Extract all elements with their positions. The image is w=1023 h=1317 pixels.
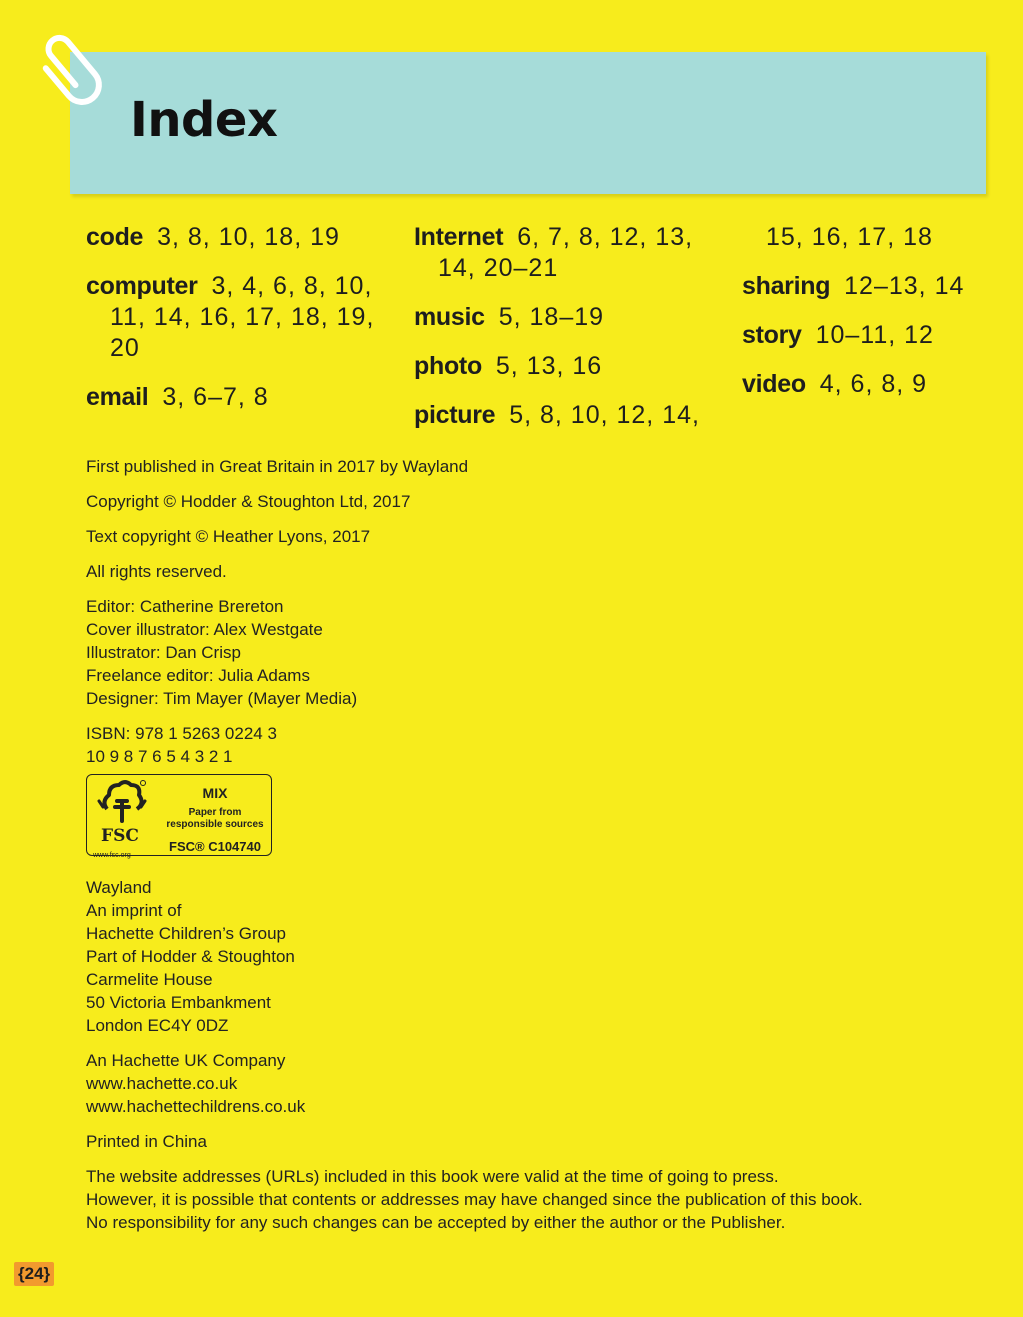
index-pages: 5, 18–19 (498, 303, 605, 331)
address-line: Hachette Children’s Group (86, 924, 287, 943)
company-url: www.hachettechildrens.co.uk (86, 1097, 306, 1116)
disclaimer-line: No responsibility for any such changes can be accepted by either the author or the Publisher. (86, 1213, 786, 1232)
company-info (86, 1049, 966, 1118)
index-entry (742, 320, 1012, 351)
disclaimer (86, 1165, 966, 1234)
address-line: 50 Victoria Embankment (86, 993, 271, 1012)
print-line: 10 9 8 7 6 5 4 3 2 1 (86, 747, 233, 766)
published-line: First published in Great Britain in 2017 by Wayland (86, 457, 469, 476)
fsc-subtitle (161, 807, 269, 831)
paperclip-icon (28, 20, 118, 110)
publisher-address (86, 876, 966, 1037)
index-continuation: 15, 16, 17, 18 (766, 223, 933, 251)
index-pages: 10–11, 12 (815, 321, 934, 349)
index-pages: 5, 8, 10, 12, 14, (509, 401, 700, 429)
copyright-line: Copyright © Hodder & Stoughton Ltd, 2017 (86, 492, 411, 511)
index-pages: 4, 6, 8, 9 (819, 370, 928, 398)
fsc-logo (86, 774, 272, 859)
header-banner (70, 52, 986, 194)
fsc-mark: FSC (101, 826, 139, 846)
address-line: London EC4Y 0DZ (86, 1016, 229, 1035)
isbn-line: ISBN: 978 1 5263 0224 3 (86, 724, 277, 743)
index-term: story (742, 321, 802, 349)
credit-line: Freelance editor: Julia Adams (86, 666, 310, 685)
company-line: An Hachette UK Company (86, 1051, 286, 1070)
index-entry (414, 400, 714, 431)
isbn-block (86, 722, 966, 768)
fsc-code: FSC® C104740 (169, 839, 261, 854)
address-line: Part of Hodder & Stoughton (86, 947, 295, 966)
index-term: photo (414, 352, 482, 380)
index-pages: 3, 6–7, 8 (162, 383, 269, 411)
credit-line: Cover illustrator: Alex Westgate (86, 620, 323, 639)
credit-line: Editor: Catherine Brereton (86, 597, 284, 616)
index-pages: 3, 4, 6, 8, 10, 11, 14, 16, 17, 18, 19, 20 (110, 272, 375, 362)
index-entry (86, 271, 396, 364)
imprint-block (86, 455, 966, 1246)
company-url: www.hachette.co.uk (86, 1074, 238, 1093)
fsc-url: www.fsc.org (93, 852, 131, 859)
index-pages: 3, 8, 10, 18, 19 (157, 223, 340, 251)
address-line: Carmelite House (86, 970, 213, 989)
text-copyright-line: Text copyright © Heather Lyons, 2017 (86, 527, 371, 546)
index-column-1 (86, 222, 396, 431)
fsc-subtitle-line: Paper from (188, 807, 242, 818)
page-number: {24} (14, 1262, 54, 1286)
index-term: picture (414, 401, 496, 429)
printed-line: Printed in China (86, 1132, 207, 1151)
disclaimer-line: The website addresses (URLs) included in this book were valid at the time of going to press. (86, 1167, 779, 1186)
index-entry (414, 222, 714, 284)
credits (86, 595, 966, 710)
fsc-tree-icon (95, 779, 149, 825)
index-entry (414, 302, 714, 333)
rights-line: All rights reserved. (86, 562, 227, 581)
index-term: video (742, 370, 806, 398)
index-pages: 12–13, 14 (844, 272, 965, 300)
index-column-3 (742, 222, 1012, 418)
credit-line: Designer: Tim Mayer (Mayer Media) (86, 689, 358, 708)
index-entry (742, 271, 1012, 302)
index-term: music (414, 303, 485, 331)
index-entry (414, 351, 714, 382)
address-line: An imprint of (86, 901, 182, 920)
page-number-value: 24 (24, 1264, 44, 1283)
address-line: Wayland (86, 878, 152, 897)
index-term: sharing (742, 272, 831, 300)
disclaimer-line: However, it is possible that contents or addresses may have changed since the publication of this book. (86, 1190, 863, 1209)
page-title: Index (130, 92, 278, 148)
index-column-2 (414, 222, 714, 449)
credit-line: Illustrator: Dan Crisp (86, 643, 241, 662)
index-term: code (86, 223, 144, 251)
index-entry (742, 369, 1012, 400)
index-pages: 6, 7, 8, 12, 13, 14, 20–21 (438, 223, 694, 282)
index-term: email (86, 383, 149, 411)
fsc-subtitle-line: responsible sources (166, 819, 264, 830)
index-term: Internet (414, 223, 504, 251)
fsc-mix-label: MIX (202, 785, 228, 801)
index-pages: 5, 13, 16 (495, 352, 603, 380)
index-entry (86, 222, 396, 253)
index-term: computer (86, 272, 198, 300)
index-entry (86, 382, 396, 413)
